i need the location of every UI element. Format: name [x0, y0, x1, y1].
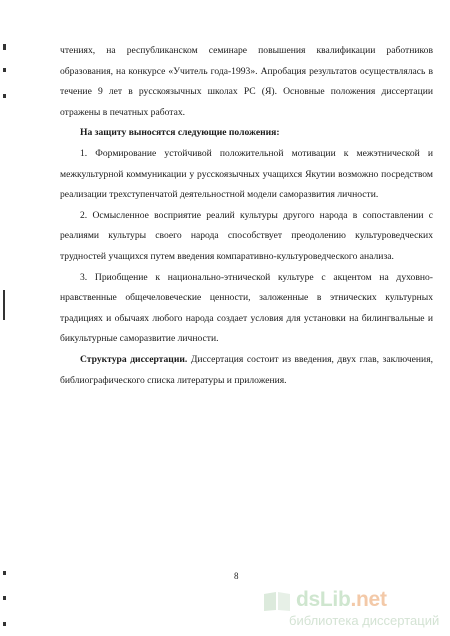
structure-lead: Структура диссертации. — [80, 353, 188, 365]
thesis-item-2: 2. Осмысленное восприятие реалий культуры другого народа в сопоставлении с реалиями культуры своего народа способствует преодолению культуроведческих трудностей учащихся путем введения компаративно-культуроведческого анализа. — [60, 209, 433, 262]
book-icon — [262, 590, 292, 612]
thesis-item-3: 3. Приобщение к национально-этнической культуре с акцентом на духовно-нравственные общечеловеческие ценности, заложенные в этнических культурных традициях и обычаях любого народа создает условия для установки на билингвальные и бикультурные саморазвитие личности. — [60, 271, 433, 345]
dslib-watermark — [262, 588, 447, 632]
structure-text: Диссертация состоит из введения, двух глав, заключения, библиографического списка литературы и приложения. — [60, 353, 434, 386]
paragraph-approbation: чтениях, на республиканском семинаре повышения квалификации работников образования, на конкурсе «Учитель года-1993». Апробация результатов осуществлялась в течение 9 лет в русскоязычных школах РС (Я). Основные положения диссертации отражены в печатных работах. — [60, 45, 433, 118]
scan-margin-mark — [3, 44, 6, 50]
scan-margin-mark — [3, 622, 6, 626]
scan-margin-mark — [3, 94, 6, 98]
watermark-subtitle: библиотека диссертаций — [289, 613, 440, 628]
scan-margin-mark — [3, 571, 6, 575]
thesis-item-1: 1. Формирование устойчивой положительной мотивации к межэтнической и межкультурной коммуникации у русскоязычных учащихся Якутии возможно посредством реализации трехступенчатой деятельностной модели саморазвития личности. — [60, 147, 433, 201]
scan-margin-mark — [3, 596, 6, 600]
paragraph-structure — [60, 350, 433, 391]
scan-margin-mark — [3, 68, 6, 72]
scan-margin-mark — [3, 290, 5, 320]
watermark-logo: dsLib.net — [296, 588, 387, 611]
page-number: 8 — [234, 571, 239, 581]
document-body — [60, 41, 433, 391]
section-heading: На защиту выносятся следующие положения: — [80, 127, 280, 139]
